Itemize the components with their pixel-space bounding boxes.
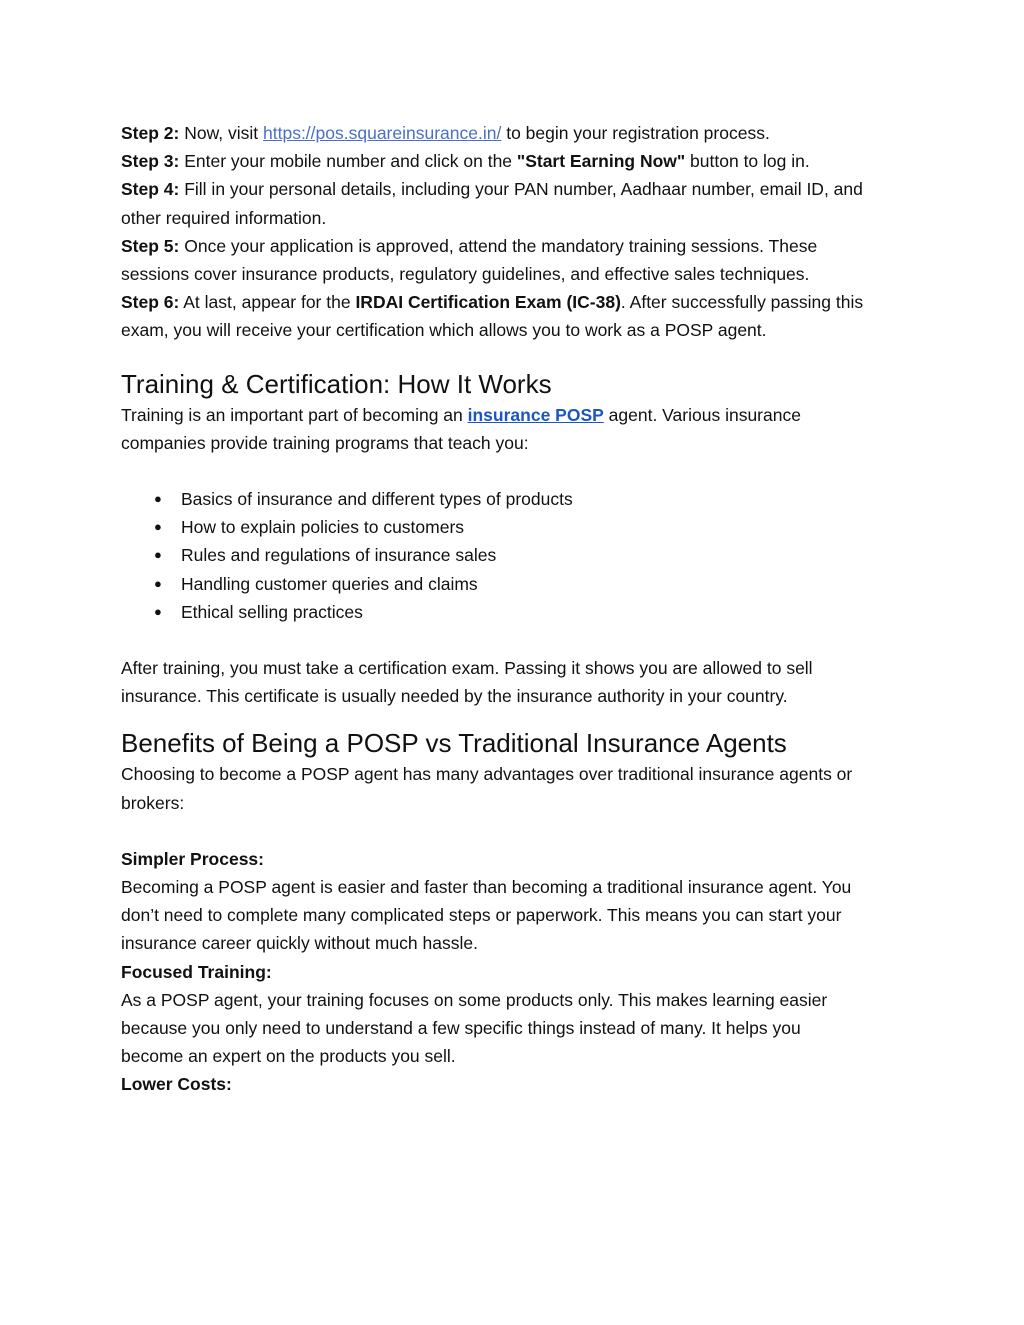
training-intro-line2: companies provide training programs that teach you: <box>121 432 529 453</box>
list-item <box>121 570 911 598</box>
list-item <box>121 598 911 626</box>
benefit-text-line: don’t need to complete many complicated steps or paperwork. This means you can start your <box>121 905 842 926</box>
bullet-icon: ● <box>154 491 162 507</box>
step-3-text-post: button to log in. <box>685 151 810 172</box>
benefit-text-line: As a POSP agent, your training focuses on some products only. This makes learning easier <box>121 989 828 1010</box>
step-6-text-post: . After successfully passing this <box>620 292 864 313</box>
list-item-text: Handling customer queries and claims <box>181 573 478 594</box>
training-intro-post: agent. Various insurance <box>603 404 801 425</box>
step-4-label: Step 4: <box>121 179 180 200</box>
list-item-text: Rules and regulations of insurance sales <box>181 545 497 566</box>
bullet-icon: ● <box>154 603 162 619</box>
benefit-text-line: because you only need to understand a few specific things instead of many. It helps you <box>121 1018 801 1039</box>
step-6-label: Step 6: <box>121 292 180 313</box>
step-3-text-pre: Enter your mobile number and click on the <box>179 151 517 172</box>
list-item-text: Ethical selling practices <box>181 601 363 622</box>
benefits-intro-line2: brokers: <box>121 792 185 813</box>
bullet-icon: ● <box>154 519 162 535</box>
benefits-intro <box>121 760 911 816</box>
training-after-line2: insurance. This certificate is usually needed by the insurance authority in your country. <box>121 686 788 707</box>
benefit-text-line: become an expert on the products you sell. <box>121 1046 456 1067</box>
step-2-text-post: to begin your registration process. <box>501 123 770 143</box>
benefit-text-line: Becoming a POSP agent is easier and faster than becoming a traditional insurance agent. You <box>121 877 852 898</box>
step-4-text-line2: other required information. <box>121 207 327 228</box>
square-insurance-link[interactable]: https://pos.squareinsurance.in/ <box>263 123 502 143</box>
document-page <box>121 119 911 1099</box>
list-item <box>121 513 911 541</box>
step-2-text-pre: Now, visit <box>179 123 263 143</box>
step-2-paragraph <box>121 119 911 147</box>
step-5-text-line2: sessions cover insurance products, regulatory guidelines, and effective sales techniques. <box>121 264 810 285</box>
training-heading: Training & Certification: How It Works <box>121 368 552 399</box>
insurance-posp-link[interactable]: insurance POSP <box>467 404 604 425</box>
training-intro <box>121 401 911 457</box>
benefit-focused-training <box>121 958 911 1071</box>
step-4-text-line1: Fill in your personal details, including your PAN number, Aadhaar number, email ID, and <box>179 179 863 200</box>
step-5-paragraph <box>121 232 911 288</box>
benefits-intro-line1: Choosing to become a POSP agent has many advantages over traditional insurance agents or <box>121 764 853 785</box>
step-6-paragraph <box>121 288 911 344</box>
step-6-text-line2: exam, you will receive your certification which allows you to work as a POSP agent. <box>121 320 767 341</box>
training-topics-list <box>121 485 911 626</box>
step-3-paragraph <box>121 147 911 175</box>
step-5-label: Step 5: <box>121 235 180 256</box>
step-6-exam-name: IRDAI Certification Exam (IC-38) <box>355 292 621 313</box>
list-item <box>121 485 911 513</box>
benefit-title: Focused Training: <box>121 961 272 982</box>
step-2-label: Step 2: <box>121 123 180 143</box>
step-5-text-line1: Once your application is approved, attend the mandatory training sessions. These <box>179 235 818 256</box>
bullet-icon: ● <box>154 575 162 591</box>
bullet-icon: ● <box>154 547 162 563</box>
step-6-text-pre: At last, appear for the <box>179 292 356 313</box>
training-after-paragraph <box>121 654 911 710</box>
benefit-title: Simpler Process: <box>121 848 264 869</box>
training-after-line1: After training, you must take a certification exam. Passing it shows you are allowed to sell <box>121 658 813 679</box>
benefit-title: Lower Costs: <box>121 1074 232 1095</box>
list-item <box>121 541 911 569</box>
step-4-paragraph <box>121 175 911 231</box>
benefits-heading: Benefits of Being a POSP vs Traditional Insurance Agents <box>121 728 787 759</box>
list-item-text: How to explain policies to customers <box>181 517 465 538</box>
benefit-simpler-process <box>121 845 911 958</box>
training-intro-pre: Training is an important part of becoming an <box>121 404 468 425</box>
benefit-lower-costs <box>121 1070 911 1098</box>
list-item-text: Basics of insurance and different types of products <box>181 489 573 510</box>
step-3-button-name: "Start Earning Now" <box>516 151 686 172</box>
step-3-label: Step 3: <box>121 151 180 172</box>
benefit-text-line: insurance career quickly without much hassle. <box>121 933 478 954</box>
